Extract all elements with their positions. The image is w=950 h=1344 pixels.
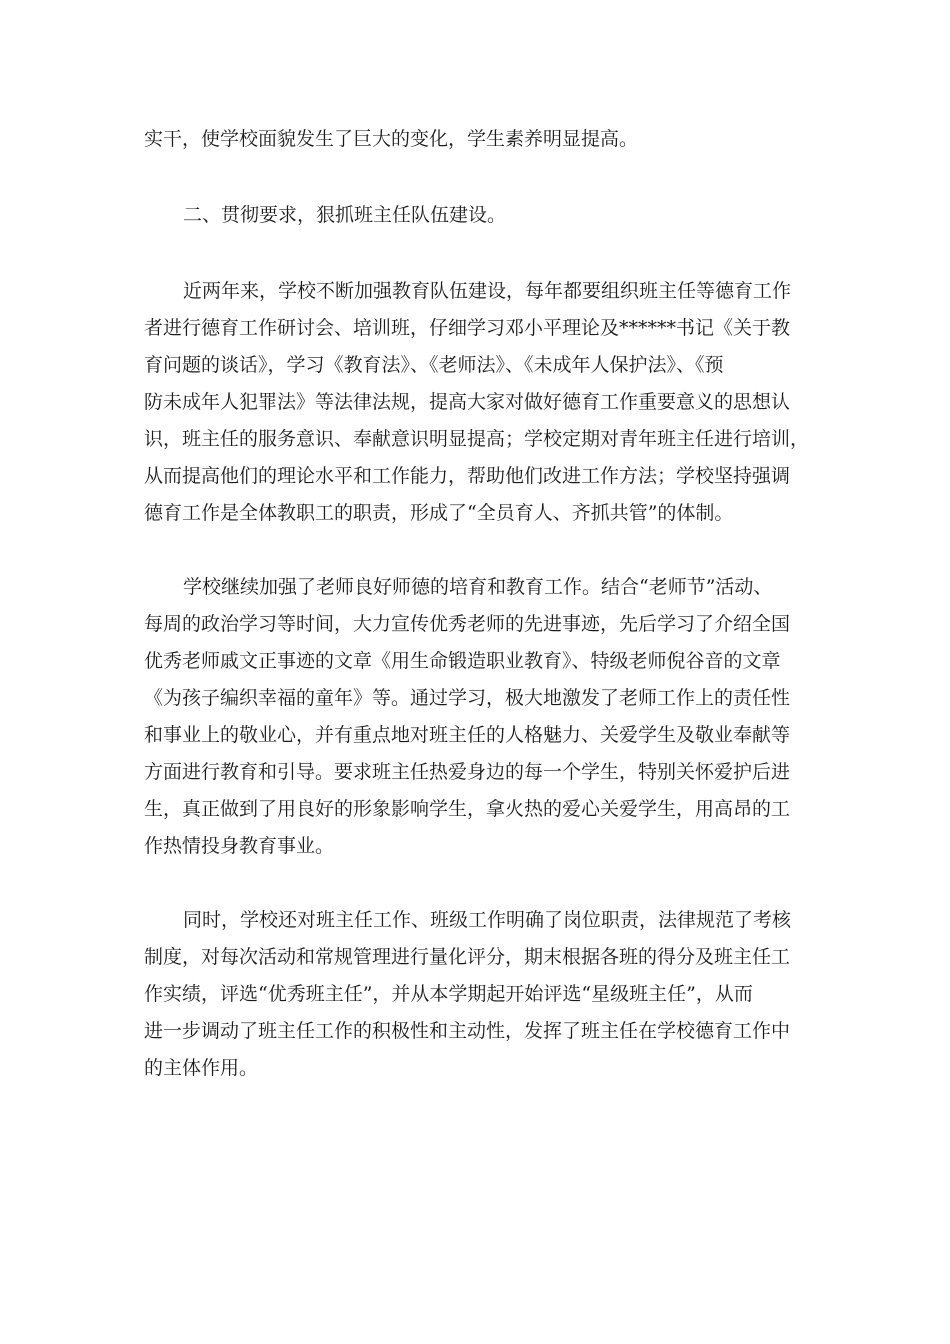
paragraph-line: 育问题的谈话》，学习《教育法》、《老师法》、《未成年人保护法》、《预	[144, 354, 724, 376]
paragraph-line: 的主体作用。	[144, 1057, 259, 1079]
paragraph-line: 制度，对每次活动和常规管理进行量化评分，期末根据各班的得分及班主任工	[144, 946, 791, 968]
paragraph-line: 作实绩，评选“优秀班主任”，并从本学期起开始评选“星级班主任”，从而	[144, 983, 753, 1005]
paragraph-line: 方面进行教育和引导。要求班主任热爱身边的每一个学生，特别关怀爱护后进	[144, 761, 791, 783]
paragraph-line: 实干，使学校面貌发生了巨大的变化，学生素养明显提高。	[144, 128, 639, 150]
paragraph-line: 识，班主任的服务意识、奉献意识明显提高；学校定期对青年班主任进行培训，	[144, 428, 810, 450]
paragraph-line: 进一步调动了班主任工作的积极性和主动性，发挥了班主任在学校德育工作中	[144, 1020, 791, 1042]
paragraph-line: 近两年来，学校不断加强教育队伍建设，每年都要组织班主任等德育工作	[183, 280, 792, 302]
paragraph-line: 者进行德育工作研讨会、培训班，仔细学习邓小平理论及******书记《关于教	[144, 317, 791, 339]
paragraph-line: 学校继续加强了老师良好师德的培育和教育工作。结合“老师节”活动、	[183, 576, 773, 598]
paragraph-line: 和事业上的敬业心，并有重点地对班主任的人格魅力、关爱学生及敬业奉献等	[144, 724, 791, 746]
section-heading: 二、贯彻要求，狠抓班主任队伍建设。	[183, 204, 507, 226]
paragraph-line: 德育工作是全体教职工的职责，形成了“全员育人、齐抓共管”的体制。	[144, 502, 734, 524]
paragraph-line: 《为孩子编织幸福的童年》等。通过学习，极大地激发了老师工作上的责任性	[144, 687, 791, 709]
paragraph-line: 作热情投身教育事业。	[144, 835, 335, 857]
paragraph-line: 同时，学校还对班主任工作、班级工作明确了岗位职责，法律规范了考核	[183, 909, 792, 931]
paragraph-line: 从而提高他们的理论水平和工作能力，帮助他们改进工作方法；学校坚持强调	[144, 465, 791, 487]
paragraph-line: 优秀老师戚文正事迹的文章《用生命锻造职业教育》、特级老师倪谷音的文章	[144, 650, 781, 672]
paragraph-line: 生，真正做到了用良好的形象影响学生，拿火热的爱心关爱学生，用高昂的工	[144, 798, 791, 820]
paragraph-line: 防未成年人犯罪法》等法律法规，提高大家对做好德育工作重要意义的思想认	[144, 391, 791, 413]
paragraph-line: 每周的政治学习等时间，大力宣传优秀老师的先进事迹，先后学习了介绍全国	[144, 613, 791, 635]
